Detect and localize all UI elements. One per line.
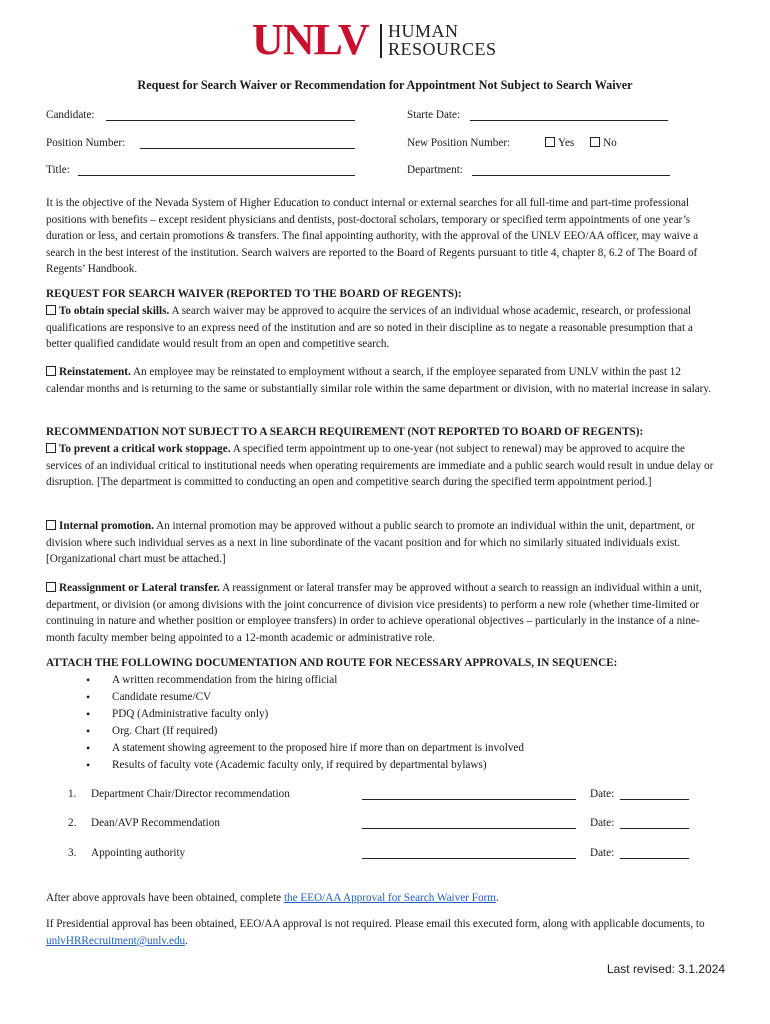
- special-skills-option: [46, 303, 718, 353]
- documentation-list: [86, 672, 686, 773]
- internal-promotion-lead: Internal promotion.: [59, 520, 154, 532]
- yes-checkbox[interactable]: [545, 137, 555, 147]
- new-position-number-label: New Position Number:: [407, 137, 511, 149]
- reassignment-option: [46, 580, 718, 646]
- approval-label: Dean/AVP Recommendation: [91, 817, 220, 829]
- critical-work-lead: To prevent a critical work stoppage.: [59, 443, 231, 455]
- special-skills-checkbox[interactable]: [46, 305, 56, 315]
- reassignment-lead: Reassignment or Lateral transfer.: [59, 582, 220, 594]
- after-suffix: .: [495, 892, 499, 904]
- recruitment-email-link[interactable]: unlvHRRecruitment@unlv.edu: [46, 934, 186, 947]
- no-checkbox[interactable]: [590, 137, 600, 147]
- approval-signature-line[interactable]: [362, 828, 576, 829]
- approval-signature-line[interactable]: [362, 858, 576, 859]
- critical-work-text: A specified term appointment up to one-year (not subject to renewal) may be approved to acquire the services of an individual critical to institutional needs when operating requirements are immediate and a public search would result in undue delay or disruption. [The department is committed to conducting an open and competitive search during the specified term appointment period.]: [46, 443, 714, 489]
- approval-date-label: Date:: [590, 788, 615, 800]
- section-not-subject-heading: RECOMMENDATION NOT SUBJECT TO A SEARCH REQUIREMENT (NOT REPORTED TO BOARD OF REGENTS):: [46, 426, 644, 438]
- approval-date-label: Date:: [590, 847, 615, 859]
- last-revised: Last revised: 3.1.2024: [606, 962, 725, 976]
- critical-work-checkbox[interactable]: [46, 443, 56, 453]
- approval-date-label: Date:: [590, 817, 615, 829]
- logo-line1: HUMAN: [388, 21, 459, 41]
- yes-label: Yes: [558, 137, 575, 149]
- section-search-waiver-heading: REQUEST FOR SEARCH WAIVER (REPORTED TO THE BOARD OF REGENTS):: [46, 288, 462, 300]
- candidate-field[interactable]: [106, 120, 355, 121]
- reinstatement-lead: Reinstatement.: [59, 366, 131, 378]
- list-item: • Candidate resume/CV: [86, 689, 686, 706]
- start-date-field[interactable]: [470, 120, 668, 121]
- candidate-label: Candidate:: [46, 109, 95, 121]
- after-prefix: After above approvals have been obtained, complete: [46, 892, 284, 904]
- attach-heading: ATTACH THE FOLLOWING DOCUMENTATION AND ROUTE FOR NECESSARY APPROVALS, IN SEQUENCE:: [46, 657, 618, 669]
- start-date-label: Starte Date:: [407, 109, 461, 121]
- list-item: • A written recommendation from the hiring official: [86, 672, 686, 689]
- after-approvals-text: [46, 890, 718, 907]
- presidential-approval-text: [46, 916, 718, 949]
- approval-date-line[interactable]: [620, 828, 689, 829]
- yes-option[interactable]: [545, 137, 574, 149]
- special-skills-text: A search waiver may be approved to acquire the services of an individual whose academic, research, or professional qualifications are responsive to an express need of the institution and are so noted in their discipline as to negate a reasonable presumption that a better qualified candidate would result from an open and competitive search.: [46, 305, 693, 351]
- approval-number: 1.: [68, 788, 77, 800]
- special-skills-lead: To obtain special skills.: [59, 305, 170, 317]
- internal-promotion-text: An internal promotion may be approved without a public search to promote an individual within the unit, department, or division where such individual serves as a next in line subordinate of the vacant position and for which no similarly situated individuals exist. [Organizational chart must be attached.]: [46, 520, 695, 566]
- approval-date-line[interactable]: [620, 799, 689, 800]
- department-label: Department:: [407, 164, 463, 176]
- reassignment-checkbox[interactable]: [46, 582, 56, 592]
- list-item: • Results of faculty vote (Academic faculty only, if required by departmental bylaws): [86, 757, 686, 774]
- no-option[interactable]: [590, 137, 617, 149]
- reassignment-text: A reassignment or lateral transfer may be approved without a search to reassign an individual within a unit, department, or division (or among divisions with the joint concurrence of division vice presidents) to perform a new role (whether time-limited or continuing in nature and whether position or employee transfers) in order to achieve operational objectives – particularly in the instance of a nine-month faculty member being appointed to a 12-month academic or administrative role.: [46, 582, 702, 644]
- approval-number: 3.: [68, 847, 77, 859]
- approval-signature-line[interactable]: [362, 799, 576, 800]
- presidential-suffix: .: [185, 934, 188, 947]
- presidential-text: If Presidential approval has been obtained, EEO/AA approval is not required. Please email this executed form, along with applicable documents, to: [46, 918, 705, 930]
- internal-promotion-checkbox[interactable]: [46, 520, 56, 530]
- approval-date-line[interactable]: [620, 858, 689, 859]
- list-item: • A statement showing agreement to the proposed hire if more than on department is involved: [86, 740, 686, 757]
- reinstatement-text: An employee may be reinstated to employment without a search, if the employee separated from UNLV within the past 12 calendar months and is returning to the same or substantially similar role within the same department or division, with no material increase in salary.: [46, 366, 712, 395]
- logo-line2: RESOURCES: [388, 39, 497, 59]
- list-item: • PDQ (Administrative faculty only): [86, 706, 686, 723]
- reinstatement-option: [46, 364, 718, 397]
- eeo-aa-form-link[interactable]: the EEO/AA Approval for Search Waiver Form: [283, 892, 496, 904]
- position-number-label: Position Number:: [46, 137, 126, 149]
- department-field[interactable]: [472, 175, 670, 176]
- logo-divider: [380, 24, 382, 58]
- approval-number: 2.: [68, 817, 77, 829]
- title-label: Title:: [46, 164, 70, 176]
- approval-label: Department Chair/Director recommendation: [91, 788, 290, 800]
- approval-label: Appointing authority: [91, 847, 186, 859]
- form-title: Request for Search Waiver or Recommendation for Appointment Not Subject to Search Waiver: [137, 78, 633, 92]
- intro-paragraph: It is the objective of the Nevada System of Higher Education to conduct internal or external searches for all full-time and part-time professional positions with benefits – except resident physicians and dentists, post-doctoral scholars, temporary or specified term appointments of one year’s duration or less, and certain promotions & transfers. The final appointing authority, with the approval of the UNLV EEO/AA officer, may waive a search in the best interest of the institution. Search waivers are reported to the Board of Regents pursuant to title 4, chapter 8, 6.2 of The Board of Regents’ Handbook.: [46, 197, 699, 276]
- reinstatement-checkbox[interactable]: [46, 366, 56, 376]
- no-label: No: [603, 137, 617, 149]
- hr-logo-text: [388, 22, 497, 58]
- internal-promotion-option: [46, 518, 718, 568]
- position-number-field[interactable]: [140, 148, 355, 149]
- title-field[interactable]: [78, 175, 355, 176]
- list-item: • Org. Chart (If required): [86, 723, 686, 740]
- critical-work-option: [46, 441, 718, 491]
- unlv-logo: UNLV: [252, 15, 369, 64]
